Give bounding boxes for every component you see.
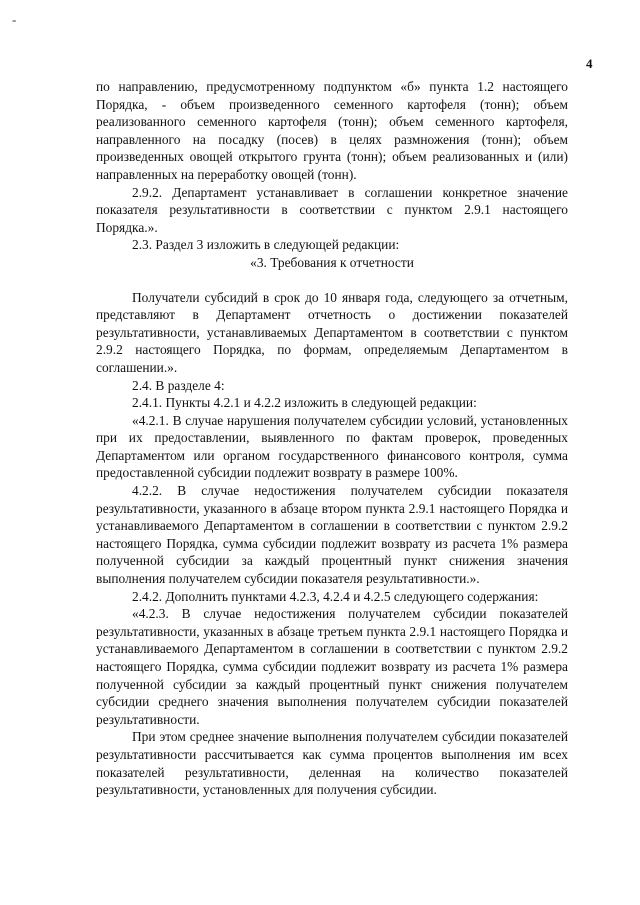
paragraph-2: 2.9.2. Департамент устанавливает в соглашении конкретное значение показателя результативности в соответствии с пунктом 2.9.1 настоящего Порядка.». <box>96 184 568 235</box>
paragraph-9: 2.4.2. Дополнить пунктами 4.2.3, 4.2.4 и 4.2.5 следующего содержания: <box>132 588 539 604</box>
page-number: 4 <box>586 56 593 71</box>
corner-mark: - <box>12 12 17 27</box>
paragraph-4: Получатели субсидий в срок до 10 января года, следующего за отчетным, представляют в Департамент отчетность о достижении показателей результативности, устанавливаемых Департаментом в соответствии с пунктом 2.9.2 настоящего Порядка, по формам, определяемым Департаментом в соглашении.». <box>96 289 568 375</box>
paragraph-11: При этом среднее значение выполнения получателем субсидии показателей результативности рассчитывается как сумма процентов выполнения им всех показателей результативности, деленная на количество показателей результативности, установленных для получения субсидии. <box>96 729 568 798</box>
paragraph-7: «4.2.1. В случае нарушения получателем субсидии условий, установленных при их предоставлении, выявленного по фактам проверок, проведенных Департаментом или органом государственного финансового контроля, сумма предоставленной субсидии подлежит возврату в размере 100%. <box>96 412 568 481</box>
paragraph-3: 2.3. Раздел 3 изложить в следующей редакции: <box>132 237 400 253</box>
paragraph-8: 4.2.2. В случае недостижения получателем субсидии показателя результативности, указанного в абзаце втором пункта 2.9.1 настоящего Порядка и устанавливаемого Департаментом в соглашении в соответствии с пунктом 2.9.2 настоящего Порядка, сумма субсидии подлежит возврату из расчета 1% размера полученной субсидии за каждый процентный пункт снижения значения выполнения получателем субсидии показателя результативности.». <box>96 483 568 587</box>
section-heading: «3. Требования к отчетности <box>250 254 414 270</box>
document-body <box>96 78 568 799</box>
paragraph-5: 2.4. В разделе 4: <box>132 377 225 393</box>
paragraph-6: 2.4.1. Пункты 4.2.1 и 4.2.2 изложить в следующей редакции: <box>132 395 477 411</box>
paragraph-10: «4.2.3. В случае недостижения получателем субсидии показателей результативности, указанных в абзаце третьем пункта 2.9.1 настоящего Порядка и устанавливаемого Департаментом в соглашении в соответствии с пунктом 2.9.2 настоящего Порядка, сумма субсидии подлежит возврату из расчета 1% размера полученной субсидии за каждый процентный пункт снижения получателем субсидии среднего значения выполнения получателем субсидии показателей результативности. <box>96 606 568 727</box>
paragraph-1: по направлению, предусмотренному подпунктом «б» пункта 1.2 настоящего Порядка, - объем произведенного семенного картофеля (тонн); объем реализованного семенного картофеля (тонн); объем семенного картофеля, направленного на посадку (посев) в целях размножения (тонн); объем произведенных овощей открытого грунта (тонн); объем реализованных и (или) направленных на переработку овощей (тонн). <box>96 79 568 182</box>
